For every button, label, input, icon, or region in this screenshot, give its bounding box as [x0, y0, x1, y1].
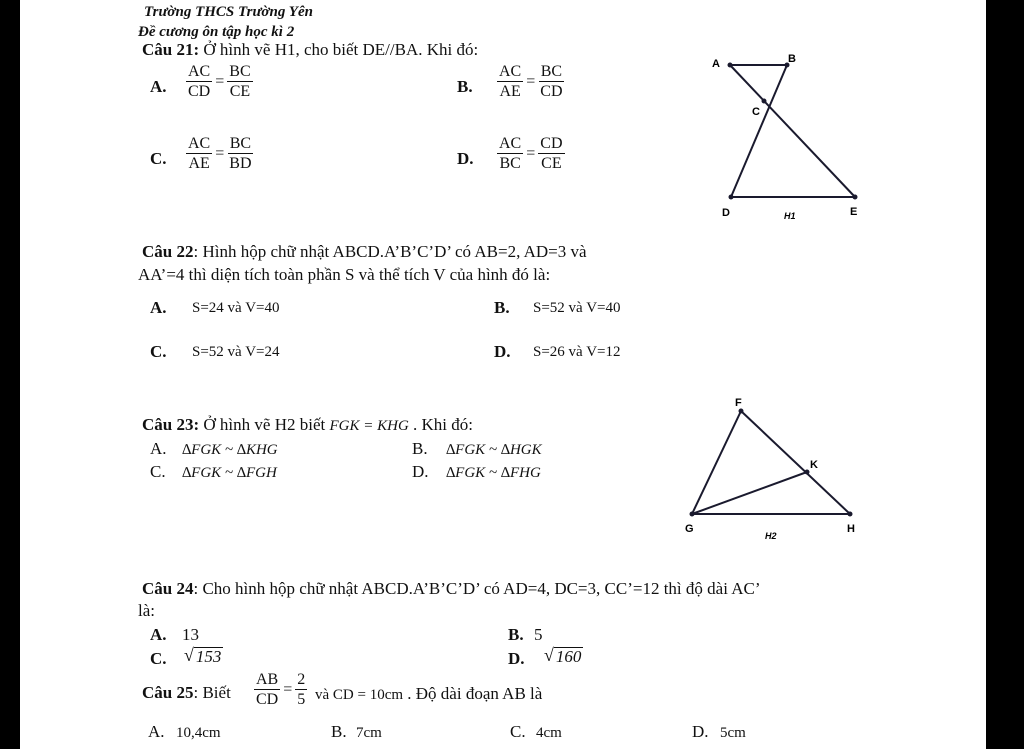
figure-h1: [690, 45, 880, 230]
q24-option-a-label: A.: [150, 625, 167, 644]
q24-option-d-label: D.: [508, 649, 525, 668]
q23-option-a-label: A.: [150, 439, 167, 458]
q24-option-a[interactable]: 13: [182, 625, 199, 644]
q23-option-b-label: B.: [412, 439, 428, 458]
q22-option-b[interactable]: S=52 và V=40: [533, 300, 621, 316]
question-22-line2: AA’=4 thì diện tích toàn phần S và thể tích V của hình đó là:: [138, 265, 551, 284]
question-22: Câu 22: Hình hộp chữ nhật ABCD.A’B’C’D’ có AB=2, AD=3 và: [142, 242, 587, 261]
q22-option-a-label: A.: [150, 298, 167, 317]
q21-option-a-label: A.: [150, 77, 167, 96]
document-page: [20, 0, 986, 749]
q23-option-b[interactable]: ∆FGK ~ ∆HGK: [446, 442, 542, 458]
q21-option-d-label: D.: [457, 149, 474, 168]
h1-caption: H1: [784, 211, 796, 221]
q24-option-b[interactable]: 5: [534, 625, 543, 644]
q25-fraction: $\frac{AB}{CD}$ = $\frac{2}{5}$: [256, 671, 306, 708]
school-name: Trường THCS Trường Yên: [144, 4, 313, 20]
question-25-rest: và CD = 10cm . Độ dài đoạn AB là: [315, 684, 543, 703]
q25-option-d[interactable]: 5cm: [720, 725, 746, 741]
h2-label-h: H: [847, 523, 855, 535]
q21-option-c[interactable]: $\frac{AC}{AE}$ = $\frac{BC}{BD}$: [188, 135, 252, 172]
q25-option-a-label: A.: [148, 722, 165, 741]
document-subtitle: Đề cương ôn tập học kì 2: [138, 24, 295, 40]
q24-option-c-label: C.: [150, 649, 167, 668]
q22-option-d-label: D.: [494, 342, 511, 361]
figure-h2: [675, 392, 885, 552]
q25-option-c[interactable]: 4cm: [536, 725, 562, 741]
q23-formula: FGK = KHG: [329, 418, 409, 434]
h2-label-f: F: [735, 397, 742, 409]
h1-label-a: A: [712, 58, 720, 70]
q25-option-b-label: B.: [331, 722, 347, 741]
q21-option-a[interactable]: $\frac{AC}{CD}$ = $\frac{BC}{CE}$: [188, 63, 251, 100]
q23-option-d[interactable]: ∆FGK ~ ∆FHG: [446, 465, 541, 481]
q25-option-c-label: C.: [510, 722, 526, 741]
h2-label-g: G: [685, 523, 694, 535]
q22-option-c[interactable]: S=52 và V=24: [192, 344, 280, 360]
h1-label-e: E: [850, 206, 858, 218]
q24-option-c[interactable]: √ 153: [184, 645, 222, 666]
question-24: Câu 24: Cho hình hộp chữ nhật ABCD.A’B’C’D’ có AD=4, DC=3, CC’=12 thì độ dài AC’: [142, 579, 761, 598]
q22-option-c-label: C.: [150, 342, 167, 361]
h1-label-b: B: [788, 53, 796, 65]
q24-option-d[interactable]: √ 160: [544, 645, 582, 666]
h1-label-c: C: [752, 106, 760, 118]
q21-option-b[interactable]: $\frac{AC}{AE}$ = $\frac{BC}{CD}$: [499, 63, 563, 100]
q23-option-d-label: D.: [412, 462, 429, 481]
q23-option-a[interactable]: ∆FGK ~ ∆KHG: [182, 442, 278, 458]
question-25: Câu 25: Biết: [142, 683, 231, 702]
q25-option-b[interactable]: 7cm: [356, 725, 382, 741]
h1-label-d: D: [722, 207, 730, 219]
q22-option-d[interactable]: S=26 và V=12: [533, 344, 621, 360]
q21-option-d[interactable]: $\frac{AC}{BC}$ = $\frac{CD}{CE}$: [499, 135, 563, 172]
q25-option-d-label: D.: [692, 722, 709, 741]
q22-option-a[interactable]: S=24 và V=40: [192, 300, 280, 316]
q21-option-b-label: B.: [457, 77, 473, 96]
question-23: Câu 23: Ở hình vẽ H2 biết FGK = KHG . Khi đó:: [142, 415, 474, 434]
q23-option-c-label: C.: [150, 462, 166, 481]
h2-label-k: K: [810, 459, 818, 471]
q25-option-a[interactable]: 10,4cm: [176, 725, 221, 741]
question-21: Câu 21: Ở hình vẽ H1, cho biết DE//BA. Khi đó:: [142, 40, 479, 59]
q22-option-b-label: B.: [494, 298, 510, 317]
question-24-line2: là:: [138, 601, 155, 620]
q21-option-c-label: C.: [150, 149, 167, 168]
q23-option-c[interactable]: ∆FGK ~ ∆FGH: [182, 465, 277, 481]
h2-caption: H2: [765, 531, 777, 541]
q24-option-b-label: B.: [508, 625, 524, 644]
